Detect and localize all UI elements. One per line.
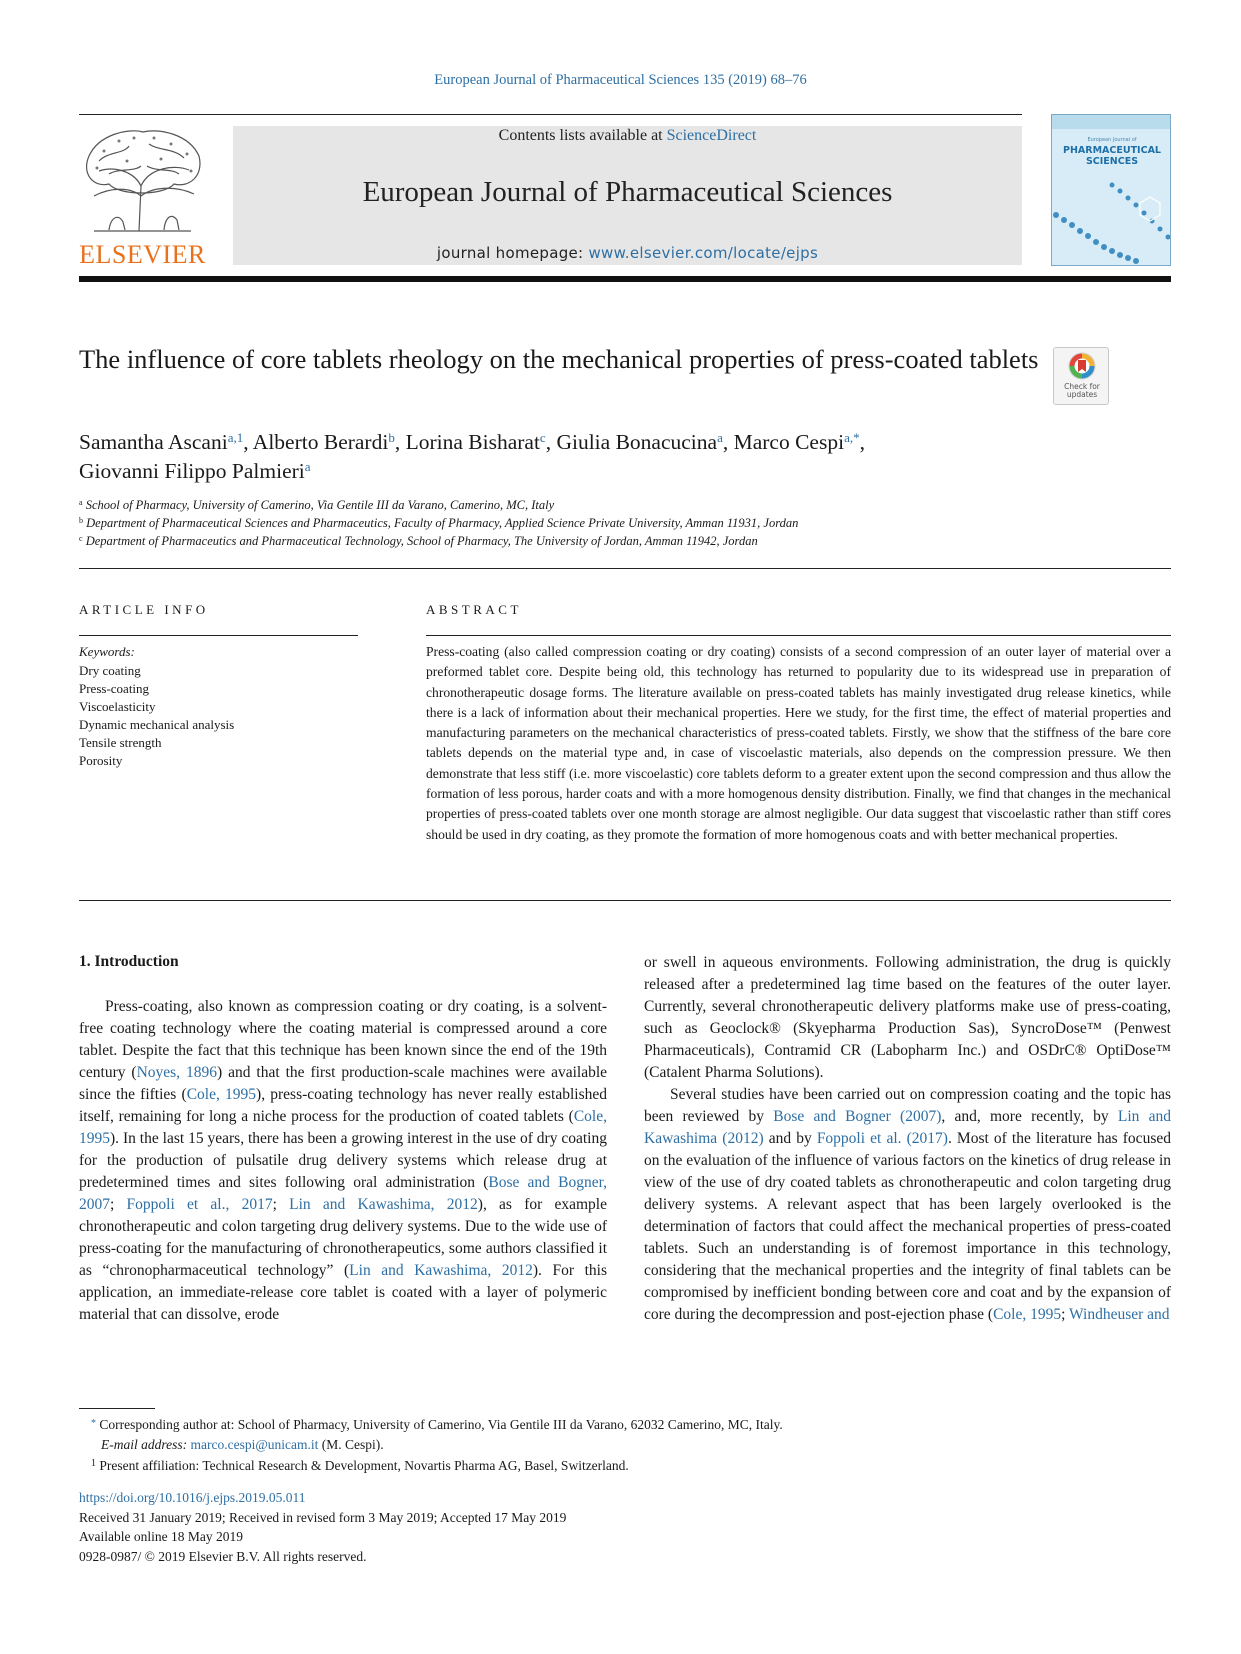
article-metadata xyxy=(79,1488,1171,1566)
citation-link[interactable]: Foppoli et al., 2017 xyxy=(126,1196,273,1213)
author-name: Lorina Bisharat xyxy=(405,430,540,454)
article-info-rule xyxy=(79,635,358,636)
keyword: Porosity xyxy=(79,753,123,768)
email-suffix: (M. Cespi). xyxy=(318,1436,384,1452)
homepage-prefix: journal homepage: xyxy=(436,244,589,262)
keywords-label: Keywords: xyxy=(79,644,135,659)
keyword: Viscoelasticity xyxy=(79,699,156,714)
contents-prefix: Contents lists available at xyxy=(498,127,667,144)
article-title: The influence of core tablets rheology on the mechanical properties of press-coated tablets xyxy=(79,344,1039,374)
citation-link[interactable]: Bose and Bogner, 2007 xyxy=(79,1174,607,1213)
cover-small-title: European Journal of xyxy=(1087,137,1137,143)
check-for-updates-badge[interactable] xyxy=(1053,347,1109,405)
contents-line xyxy=(233,127,1022,145)
author-affil-link[interactable]: a xyxy=(304,459,311,474)
present-affiliation-text: Present affiliation: Technical Research & Development, Novartis Pharma AG, Basel, Switzerland. xyxy=(99,1458,629,1473)
affiliation-marker: a xyxy=(79,498,83,507)
article-info-heading: ARTICLE INFO xyxy=(79,602,209,617)
author-name: Giovanni Filippo Palmieri xyxy=(79,459,305,483)
affiliation-text: Department of Pharmaceutical Sciences and Pharmaceutics, Faculty of Pharmacy, Applied Science Private University, Amman 11931, Jordan xyxy=(86,516,799,530)
check-updates-line2: updates xyxy=(1066,390,1098,399)
sciencedirect-link[interactable]: ScienceDirect xyxy=(666,127,757,144)
body-text: Press-coating, also known as compression coating or dry coating, is a solvent-free coating technology where the coating material is compressed around a core tablet. Despite the fact that this technique has been known since the end of the 19th century ( xyxy=(79,998,607,1081)
body-text: ) and that the first production-scale machines were available since the fifties ( xyxy=(79,1064,608,1103)
author-affil-link[interactable]: b xyxy=(388,430,395,445)
check-updates-icon xyxy=(1054,348,1110,384)
citation-link[interactable]: Cole, 1995 xyxy=(79,1108,607,1147)
body-text: ). For this application, an immediate-release core tablet is coated with a layer of polymeric material that can dissolve, erode xyxy=(79,1262,608,1323)
title-block-rule xyxy=(79,568,1171,569)
body-text: ), as for example chronotherapeutic and colon targeting drug delivery systems. Due to the wide use of press-coating for the manufacturing of chronotherapeutics, some authors classified it as “chronopharmaceutical technology” ( xyxy=(79,1196,607,1279)
received-dates: Received 31 January 2019; Received in revised form 3 May 2019; Accepted 17 May 2019 xyxy=(79,1509,567,1525)
body-right-column xyxy=(644,952,1171,1326)
author-name: Giulia Bonacucina xyxy=(556,430,718,454)
check-updates-line1: Check for xyxy=(1064,382,1100,391)
corresponding-marker: * xyxy=(91,1418,96,1429)
affiliation-item xyxy=(79,496,1079,514)
intro-paragraph-1 xyxy=(79,996,607,1326)
body-text: ; xyxy=(1061,1306,1070,1323)
abstract-end-rule xyxy=(79,900,1171,901)
author-affil-link[interactable]: a,1 xyxy=(227,430,244,445)
affiliation-marker: b xyxy=(79,516,83,525)
affiliation-item xyxy=(79,532,1079,550)
cover-title xyxy=(1052,145,1171,167)
email-link[interactable]: marco.cespi@unicam.it xyxy=(190,1436,319,1452)
email-footnote xyxy=(79,1435,1171,1455)
keyword: Tensile strength xyxy=(79,735,162,750)
footnote-marker: 1 xyxy=(91,1458,96,1469)
author-affil-link[interactable]: c xyxy=(539,430,546,445)
body-text: and by xyxy=(763,1130,817,1147)
keywords-list xyxy=(79,662,234,770)
author-name: Marco Cespi xyxy=(733,430,845,454)
journal-name: European Journal of Pharmaceutical Sciences xyxy=(362,176,893,208)
abstract-text: Press-coating (also called compression coating or dry coating) consists of a second compression of an outer layer of material over a preformed tablet core. Despite being old, this technology has returned to popularity due to its widespread use in preparation of chronotherapeutic dosage forms. The literature available on press-coated tablets has mainly investigated drug release kinetics, while there is a lack of information about their mechanical properties. Here we study, for the first time, the effect of material properties and manufacturing parameters on the mechanical characteristics of press-coated tablets. Firstly, we show that the stiffness of the bare core tablets depends on the material type and, in case of viscoelastic materials, also depends on the compression pressure. We then demonstrate that less stiff (i.e. more viscoelastic) core tablets deform to a greater extent upon the second compression and thus allow the formation of less porous, harder coats and with a more homogenous density distribution. Finally, we find that changes in the mechanical properties of press-coated tablets over one month storage are almost negligible. Our data suggest that viscoelastic rather than stiff cores should be used in dry coating, as they promote the formation of more homogenous coats and with better mechanical properties. xyxy=(426,644,1171,842)
affiliation-marker: c xyxy=(79,534,83,543)
check-updates-label xyxy=(1054,383,1110,399)
citation-link[interactable]: Lin and Kawashima, 2012 xyxy=(289,1196,478,1213)
corresponding-text: Corresponding author at: School of Pharmacy, University of Camerino, Via Gentile III da Varano, 62032 Camerino, MC, Italy. xyxy=(99,1417,783,1432)
affiliation-list xyxy=(79,496,1079,550)
affiliation-text: School of Pharmacy, University of Camerino, Via Gentile III da Varano, Camerino, MC, Italy xyxy=(85,498,555,512)
author-list: Samantha Ascani$^{a,1}$, Alberto Berardi$^b$, Lorina Bisharat$^c$, Giulia Bonacucina$^a$, Marco Cespi$^{a,*}$, Giovanni Filippo Palmieri$^a$ xyxy=(79,430,865,483)
body-text: ), press-coating technology has never really established itself, remaining for long a niche process for the production of coated tablets ( xyxy=(79,1086,607,1125)
intro-paragraph-2 xyxy=(644,952,1171,1084)
body-text: , and, more recently, by xyxy=(941,1108,1118,1125)
corresponding-footnote xyxy=(79,1414,1171,1435)
body-left-column xyxy=(79,952,607,1326)
author-affil-link[interactable]: a xyxy=(717,430,723,445)
body-text: ). In the last 15 years, there has been a growing interest in the use of dry coating for the production of pulsatile drug delivery systems which release drug at predetermined times and sites following oral administration ( xyxy=(79,1130,607,1191)
citation-link[interactable]: Cole, 1995 xyxy=(186,1086,257,1103)
keyword: Dry coating xyxy=(79,663,141,678)
email-label: E-mail address: xyxy=(101,1436,191,1452)
author-name: Alberto Berardi xyxy=(252,430,389,454)
abstract-rule xyxy=(426,635,1171,636)
section-heading: 1. Introduction xyxy=(79,953,179,970)
online-date: Available online 18 May 2019 xyxy=(79,1529,243,1544)
citation-link[interactable]: Cole, 1995 xyxy=(993,1306,1062,1323)
homepage-link[interactable]: www.elsevier.com/locate/ejps xyxy=(588,244,819,262)
affiliation-text: Department of Pharmaceutics and Pharmaceutical Technology, School of Pharmacy, The University of Jordan, Amman 11942, Jordan xyxy=(85,534,758,548)
homepage-line xyxy=(233,244,1022,262)
footnote-rule xyxy=(79,1408,155,1409)
doi-link[interactable]: https://doi.org/10.1016/j.ejps.2019.05.011 xyxy=(79,1490,306,1505)
affiliation-item xyxy=(79,514,1079,532)
header-rule xyxy=(79,114,1022,115)
keyword: Press-coating xyxy=(79,681,150,696)
header-thick-rule xyxy=(79,276,1171,282)
citation-link[interactable]: Bose and Bogner (2007) xyxy=(773,1108,942,1125)
keyword: Dynamic mechanical analysis xyxy=(79,717,235,732)
body-text: ; xyxy=(272,1196,290,1213)
intro-paragraph-3 xyxy=(644,1084,1171,1326)
footnotes xyxy=(79,1414,1171,1476)
citation-link[interactable]: Lin and Kawashima (2012) xyxy=(644,1108,1172,1147)
citation-link[interactable]: Lin and Kawashima, 2012 xyxy=(349,1262,533,1279)
cover-title-line1: PHARMACEUTICAL xyxy=(1063,145,1161,156)
citation-link[interactable]: Windheuser and xyxy=(1069,1306,1170,1323)
elsevier-wordmark: ELSEVIER xyxy=(79,240,206,269)
body-text: or swell in aqueous environments. Following administration, the drug is quickly released after a predetermined lag time based on the features of the outer layer. Currently, several chronotherapeutic delivery platforms make use of press-coating, such as Geoclock® (Skyepharma Production Sas), SyncroDose™ (Penwest Pharmaceuticals), Contramid CR (Labopharm Inc.) and OSDrC® OptiDose™ (Catalent Pharma Solutions). xyxy=(644,954,1171,1081)
present-affiliation-footnote xyxy=(79,1454,1171,1476)
journal-cover-thumbnail[interactable] xyxy=(1051,114,1171,266)
cover-title-line2: SCIENCES xyxy=(1085,156,1139,167)
citation-link[interactable]: Noyes, 1896 xyxy=(136,1064,217,1081)
citation-link[interactable]: Foppoli et al. (2017) xyxy=(816,1130,948,1147)
running-head[interactable]: European Journal of Pharmaceutical Sciences 135 (2019) 68–76 xyxy=(434,72,807,88)
body-text: Several studies have been carried out on compression coating and the topic has been reviewed by xyxy=(644,1086,1171,1125)
author-name: Samantha Ascani xyxy=(79,430,228,454)
abstract-heading: ABSTRACT xyxy=(426,602,522,617)
body-text: . Most of the literature has focused on the evaluation of the influence of various factors on the kinetics of drug release in view of the use of dry coated tablets as chronotherapeutic and colon targeting drug delivery systems. A relevant aspect that has been largely overlooked is the determination of factors that could affect the mechanical properties of press-coated tablets. Such an understanding is of foremost importance in this technology, considering that the mechanical properties and the integrity of final tablets can be compromised by inefficient bonding between core and coat and by the expansion of core during the decompression and post-ejection phase ( xyxy=(644,1130,1171,1323)
copyright: 0928-0987/ © 2019 Elsevier B.V. All rights reserved. xyxy=(79,1548,367,1564)
author-affil-link[interactable]: a,* xyxy=(844,430,860,445)
body-text: ; xyxy=(110,1196,127,1213)
